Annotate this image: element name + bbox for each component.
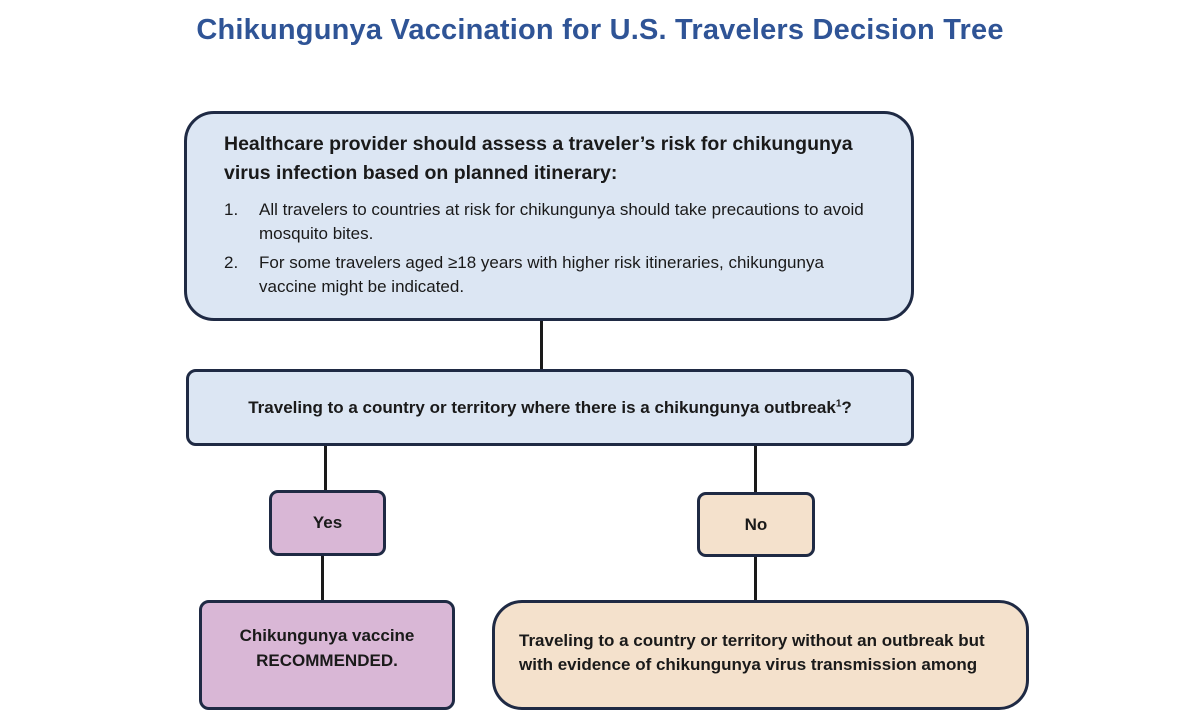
recommended-line-1: Chikungunya vaccine (239, 626, 415, 645)
connector-yes-recommended (321, 556, 324, 600)
list-item-text: For some travelers aged ≥18 years with higher risk itineraries, chikungunya vaccine might be indicated. (259, 253, 824, 296)
yes-box: Yes (269, 490, 386, 556)
outbreak-question-box (186, 369, 914, 446)
connector-question-no (754, 446, 757, 492)
connector-assess-question (540, 321, 543, 369)
list-item-text: All travelers to countries at risk for chikungunya should take precautions to avoid mosquito bites. (259, 200, 864, 243)
list-item-number: 2. (224, 253, 239, 272)
outbreak-question-text (248, 398, 852, 418)
connector-question-yes (324, 446, 327, 490)
recommended-line-2: RECOMMENDED. (256, 651, 398, 670)
question-mark: ? (841, 397, 852, 417)
list-item (224, 251, 881, 299)
connector-no-nooutbreak (754, 557, 757, 600)
assessment-box (184, 111, 914, 321)
list-item (224, 198, 881, 246)
question-text: Traveling to a country or territory where there is a chikungunya outbreak (248, 397, 836, 417)
no-outbreak-box (492, 600, 1029, 710)
assessment-heading: Healthcare provider should assess a traveler’s risk for chikungunya virus infection based on planned itinerary: (224, 133, 853, 184)
vaccine-recommended-box (199, 600, 455, 710)
footnote-marker: 1 (835, 397, 842, 409)
assessment-list (224, 198, 881, 299)
page-title: Chikungunya Vaccination for U.S. Travelers Decision Tree (196, 14, 1004, 46)
no-box: No (697, 492, 815, 557)
no-outbreak-text: Traveling to a country or territory without an outbreak but with evidence of chikungunya virus transmission among (519, 631, 985, 674)
list-item-number: 1. (224, 200, 239, 219)
